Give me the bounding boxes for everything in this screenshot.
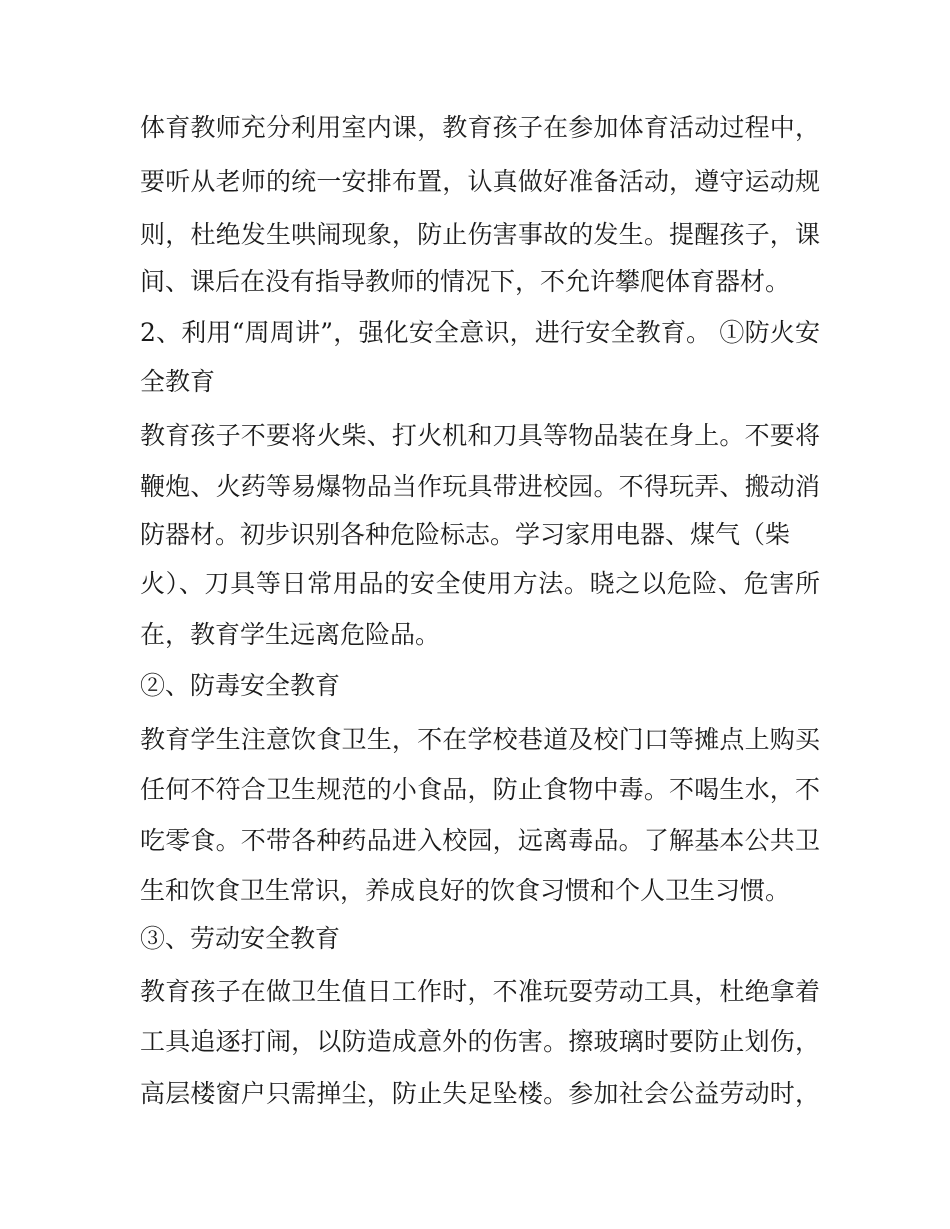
text-line: 教育孩子不要将火柴、打火机和刀具等物品装在身上。不要将 (140, 421, 820, 450)
section-heading-poison-safety: ②、防毒安全教育 (140, 671, 341, 700)
section-heading-continuation: 全教育 (140, 367, 216, 396)
section-heading-fire-safety: 2、利用“周周讲”，强化安全意识，进行安全教育。 ①防火安 (140, 318, 820, 347)
text-line: 火）、刀具等日常用品的安全使用方法。晓之以危险、危害所 (140, 569, 820, 598)
text-line: 生和饮食卫生常识，养成良好的饮食习惯和个人卫生习惯。 (140, 876, 791, 905)
section-heading-labor-safety: ③、劳动安全教育 (140, 924, 341, 953)
text-line: 间、课后在没有指导教师的情况下，不允许攀爬体育器材。 (140, 267, 791, 296)
text-line: 防器材。初步识别各种危险标志。学习家用电器、煤气（柴 (140, 520, 791, 549)
text-line: 高层楼窗户只需掸尘，防止失足坠楼。参加社会公益劳动时， (140, 1079, 820, 1108)
text-line: 教育孩子在做卫生值日工作时，不准玩耍劳动工具，杜绝拿着 (140, 977, 820, 1006)
text-line: 则，杜绝发生哄闹现象，防止伤害事故的发生。提醒孩子，课 (140, 220, 820, 249)
text-line: 在，教育学生远离危险品。 (140, 620, 441, 649)
text-line: 吃零食。不带各种药品进入校园，远离毒品。了解基本公共卫 (140, 826, 820, 855)
text-line: 体育教师充分利用室内课，教育孩子在参加体育活动过程中， (140, 113, 820, 142)
text-line: 工具追逐打闹，以防造成意外的伤害。擦玻璃时要防止划伤， (140, 1027, 820, 1056)
text-line: 任何不符合卫生规范的小食品，防止食物中毒。不喝生水，不 (140, 775, 820, 804)
text-line: 要听从老师的统一安排布置，认真做好准备活动，遵守运动规 (140, 167, 820, 196)
text-line: 教育学生注意饮食卫生，不在学校巷道及校门口等摊点上购买 (140, 725, 820, 754)
text-line: 鞭炮、火药等易爆物品当作玩具带进校园。不得玩弄、搬动消 (140, 472, 820, 501)
